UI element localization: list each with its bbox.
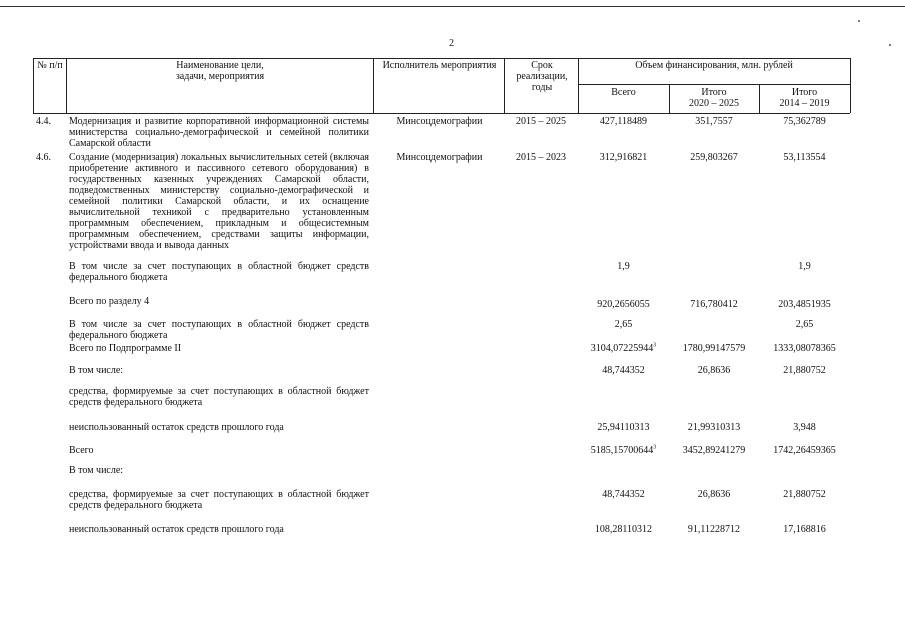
row-value-2014: 2,65 (795, 319, 814, 330)
row-value-2014: 21,880752 (783, 365, 826, 376)
scan-speck (889, 44, 891, 46)
row-total (578, 445, 669, 456)
header-name: Наименование цели, задачи, мероприятия (175, 60, 265, 82)
row-number: 4.6. (36, 152, 51, 163)
page-top-border (0, 6, 905, 7)
row-value-2014: 75,362789 (783, 116, 826, 127)
row-name: В том числе: (69, 465, 124, 476)
row-value-2020: 1780,99147579 (682, 343, 746, 354)
header-sub-divider (578, 84, 850, 85)
row-total: 25,94110313 (597, 422, 650, 433)
row-total: 108,28110312 (594, 524, 653, 535)
row-value-2020: 351,7557 (695, 116, 733, 127)
header-itogo-years: 2020 – 2025 (689, 98, 739, 109)
row-name: Всего по Подпрограмме II (69, 343, 182, 354)
row-value-2014: 53,113554 (783, 152, 826, 163)
header-term: Срок реализации, годы (516, 60, 568, 93)
row-name: В том числе за счет поступающих в областной бюджет средств федерального бюджета (69, 319, 369, 341)
row-value-2020: 26,8636 (697, 365, 731, 376)
header-total: Всего (611, 87, 636, 98)
row-total: 48,744352 (602, 365, 645, 376)
row-name: Модернизация и развитие корпоративной информационной системы министерства социально-демографической и семейной политики Самарской области (69, 116, 369, 149)
row-number: 4.4. (36, 116, 51, 127)
header-bottom-border (33, 113, 850, 114)
row-value-2020: 259,803267 (690, 152, 738, 163)
row-value-2014: 17,168816 (783, 524, 826, 535)
header-itogo-label: Итого (701, 87, 727, 98)
row-term: 2015 – 2023 (516, 152, 566, 163)
col-divider (66, 58, 67, 113)
row-name: Всего по разделу 4 (69, 296, 150, 307)
row-name: В том числе за счет поступающих в областной бюджет средств федерального бюджета (69, 261, 369, 283)
col-divider (504, 58, 505, 113)
row-total: 2,65 (614, 319, 633, 330)
footnote-mark: 3 (653, 342, 657, 349)
row-value-2014: 1742,26459365 (773, 445, 836, 456)
row-name: неиспользованный остаток средств прошлого года (69, 422, 284, 433)
header-itogo-years: 2014 – 2019 (779, 98, 830, 109)
header-itogo-2020 (669, 87, 759, 109)
row-value-2014: 1,9 (798, 261, 811, 272)
row-total-value: 5185,15700644 (590, 445, 654, 456)
footnote-mark: 3 (653, 444, 657, 451)
header-itogo-2014 (759, 87, 850, 109)
row-total: 312,916821 (599, 152, 648, 163)
row-value-2020: 3452,89241279 (682, 445, 746, 456)
row-value-2020: 716,780412 (690, 299, 738, 310)
col-divider (373, 58, 374, 113)
row-total: 920,2656055 (597, 299, 650, 310)
row-name: неиспользованный остаток средств прошлого года (69, 524, 284, 535)
row-total: 1,9 (617, 261, 630, 272)
row-value-2020: 21,99310313 (687, 422, 741, 433)
row-total (578, 343, 669, 354)
row-total: 48,744352 (602, 489, 645, 500)
row-name: В том числе: (69, 365, 124, 376)
row-name: Создание (модернизация) локальных вычислительных сетей (включая приобретение активного и пассивного сетевого оборудования) в государственных казенных учреждениях Самарской области, подведомственных министерству социально-демографической и семейной политики Самарской области, и их оснащение вычислительной техникой с предварительно установленным программным обеспечением, прикладным и общесистемным программным обеспечением, средствами защиты информации, устройствами ввода и вывода данных (69, 152, 369, 251)
header-itogo-label: Итого (791, 87, 818, 98)
row-name: Всего (69, 445, 94, 456)
table-border-top (33, 58, 850, 59)
row-total: 427,118489 (599, 116, 648, 127)
row-value-2020: 26,8636 (697, 489, 731, 500)
row-value-2014: 3,948 (793, 422, 816, 433)
page-number: 2 (449, 38, 454, 49)
row-value-2014: 21,880752 (783, 489, 826, 500)
row-executor: Минсоцдемографии (396, 152, 483, 163)
row-executor: Минсоцдемографии (396, 116, 483, 127)
row-value-2014: 1333,08078365 (773, 343, 836, 354)
scan-speck (858, 20, 860, 22)
row-term: 2015 – 2025 (516, 116, 566, 127)
row-total-value: 3104,07225944 (590, 343, 654, 354)
row-value-2014: 203,4851935 (778, 299, 831, 310)
header-num: № п/п (37, 60, 63, 71)
header-funding: Объем финансирования, млн. рублей (635, 60, 793, 71)
row-value-2020: 91,11228712 (687, 524, 741, 535)
table-border-right (850, 58, 851, 113)
row-name: средства, формируемые за счет поступающих в областной бюджет средств федерального бюджета (69, 386, 369, 408)
header-executor: Исполнитель мероприятия (382, 60, 497, 71)
row-name: средства, формируемые за счет поступающих в областной бюджет средств федерального бюджета (69, 489, 369, 511)
